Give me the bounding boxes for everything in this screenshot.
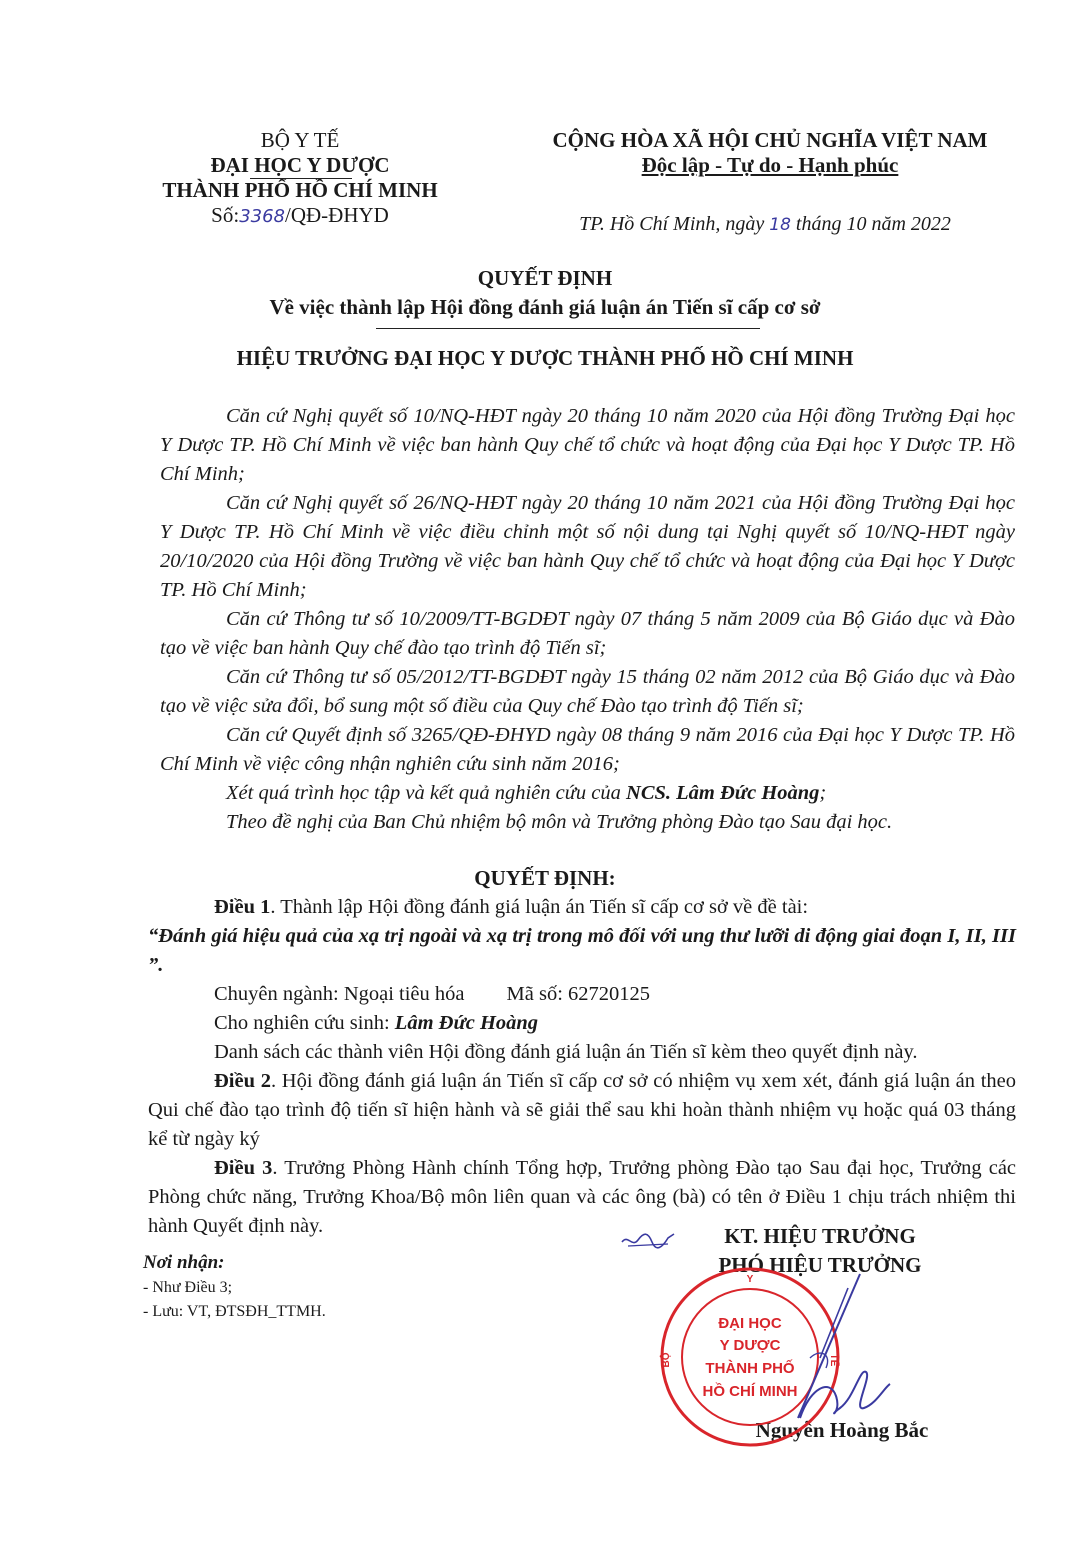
university-name-line2: THÀNH PHỐ HỒ CHÍ MINH: [162, 178, 438, 202]
seal-line-3: THÀNH PHỐ: [705, 1360, 795, 1377]
university-name-line1: ĐẠI HỌC Y DƯỢC: [210, 153, 390, 177]
legal-basis: Căn cứ Quyết định số 3265/QĐ-ĐHYD ngày 08 tháng 9 năm 2016 của Đại học Y Dược TP. Hồ Chí Minh về việc công nhận nghiên cứu sinh năm 2016;: [160, 724, 1015, 775]
legal-basis: Căn cứ Nghị quyết số 10/NQ-HĐT ngày 20 tháng 10 năm 2020 của Hội đồng Trường Đại học Y Dược TP. Hồ Chí Minh về việc ban hành Quy chế tổ chức và hoạt động của Đại học Y Dược TP. Hồ Chí Minh;: [160, 405, 1015, 485]
seal-top-text: Y: [746, 1274, 754, 1285]
date-prefix: TP. Hồ Chí Minh, ngày: [579, 213, 765, 235]
article-3: Điều 3. Trưởng Phòng Hành chính Tổng hợp, Trưởng phòng Đào tạo Sau đại học, Trưởng các Phòng chức năng, Trưởng Khoa/Bộ môn liên quan và các ông (bà) có tên ở Điều 1 chịu trách nhiệm thi hành Quyết định này.: [148, 1157, 1017, 1237]
legal-basis: Căn cứ Nghị quyết số 26/NQ-HĐT ngày 20 tháng 10 năm 2021 của Hội đồng Trường Đại học Y Dược TP. Hồ Chí Minh về việc điều chỉnh một số nội dung tại Nghị quyết số 10/NQ-HĐT ngày 20/10/2020 của Hội đồng Trường về việc ban hành Quy chế tổ chức và hoạt động của Đại học Y Dược TP. Hồ Chí Minh;: [160, 492, 1015, 601]
ministry-name: BỘ Y TẾ: [260, 128, 340, 152]
document-type: QUYẾT ĐỊNH: [477, 266, 613, 290]
signer-name: Nguyễn Hoàng Bắc: [755, 1418, 929, 1442]
country-name: CỘNG HÒA XÃ HỘI CHỦ NGHĨA VIỆT NAM: [552, 128, 988, 152]
seal-right-text: TẾ: [828, 1353, 839, 1367]
authority-title: HIỆU TRƯỞNG ĐẠI HỌC Y DƯỢC THÀNH PHỐ HỒ CHÍ MINH: [236, 346, 854, 370]
recipients: [143, 1250, 473, 1324]
student-line: Cho nghiên cứu sinh: Lâm Đức Hoàng: [214, 1012, 539, 1034]
issuer-header-rule: [250, 178, 352, 179]
article-2-label: Điều 2: [214, 1070, 271, 1092]
seal-line-2: Y DƯỢC: [719, 1337, 781, 1354]
candidate-name: NCS. Lâm Đức Hoàng: [626, 782, 820, 804]
article-3-label: Điều 3: [214, 1157, 273, 1179]
seal-line-1: ĐẠI HỌC: [718, 1315, 782, 1332]
document-number-suffix: /QĐ-ĐHYD: [285, 203, 389, 227]
consideration: Xét quá trình học tập và kết quả nghiên cứu của NCS. Lâm Đức Hoàng;: [226, 782, 827, 804]
recipient-item: - Như Điều 3;: [143, 1279, 233, 1296]
document-number-handwritten: 3368: [239, 206, 285, 227]
article-1: Điều 1. Thành lập Hội đồng đánh giá luận án Tiến sĩ cấp cơ sở về đề tài:: [214, 896, 809, 918]
national-motto: Độc lập - Tự do - Hạnh phúc: [641, 153, 899, 177]
student-name: Lâm Đức Hoàng: [394, 1012, 539, 1034]
handwritten-signature: [740, 1268, 900, 1438]
date-suffix: tháng 10 năm 2022: [795, 213, 951, 235]
article-2: Điều 2. Hội đồng đánh giá luận án Tiến sĩ cấp cơ sở có nhiệm vụ xem xét, đánh giá luận án theo Qui chế đào tạo trình độ tiến sĩ hiện hành và sẽ giải thể sau khi hoàn thành nhiệm vụ hoặc quá 03 tháng kể từ ngày ký: [148, 1070, 1017, 1150]
major-line: [148, 980, 1016, 1009]
articles: [148, 893, 1016, 1241]
legal-bases: [160, 402, 1015, 837]
national-header: [505, 128, 1035, 178]
article-1-label: Điều 1: [214, 896, 271, 918]
signer-role-1: KT. HIỆU TRƯỞNG: [724, 1224, 916, 1248]
document-number-prefix: Số:: [211, 203, 240, 227]
thesis-topic: “Đánh giá hiệu quả của xạ trị ngoài và xạ trị trong mô đối với ung thư lưỡi di động giai đoạn I, II, III ”.: [148, 925, 1016, 976]
date-day: 18: [769, 215, 791, 235]
seal-line-4: HỒ CHÍ MINH: [702, 1383, 798, 1400]
place-date: [505, 213, 1025, 236]
major-code: Mã số: 62720125: [506, 983, 651, 1005]
title-rule: [376, 328, 760, 329]
legal-basis: Căn cứ Thông tư số 10/2009/TT-BGDĐT ngày 07 tháng 5 năm 2009 của Bộ Giáo dục và Đào tạo về việc ban hành Quy chế đào tạo trình độ Tiến sĩ;: [160, 608, 1015, 659]
member-list-note: Danh sách các thành viên Hội đồng đánh giá luận án Tiến sĩ kèm theo quyết định này.: [214, 1041, 918, 1063]
major: Chuyên ngành: Ngoại tiêu hóa: [214, 983, 465, 1005]
signer-role-2: PHÓ HIỆU TRƯỞNG: [718, 1253, 922, 1277]
decision-heading: QUYẾT ĐỊNH:: [474, 866, 616, 890]
document-subject: Về việc thành lập Hội đồng đánh giá luận án Tiến sĩ cấp cơ sở: [269, 295, 821, 319]
recipients-heading: Nơi nhận:: [143, 1252, 225, 1273]
proposal: Theo đề nghị của Ban Chủ nhiệm bộ môn và Trưởng phòng Đào tạo Sau đại học.: [226, 811, 893, 833]
document-number: [150, 203, 450, 229]
seal-left-text: BỘ: [661, 1352, 672, 1368]
legal-basis: Căn cứ Thông tư số 05/2012/TT-BGDĐT ngày 15 tháng 02 năm 2012 của Bộ Giáo dục và Đào tạo về việc sửa đổi, bổ sung một số điều của Quy chế Đào tạo trình độ Tiến sĩ;: [160, 666, 1015, 717]
recipient-item: - Lưu: VT, ĐTSĐH_TTMH.: [143, 1303, 326, 1320]
document-title: [100, 264, 990, 322]
